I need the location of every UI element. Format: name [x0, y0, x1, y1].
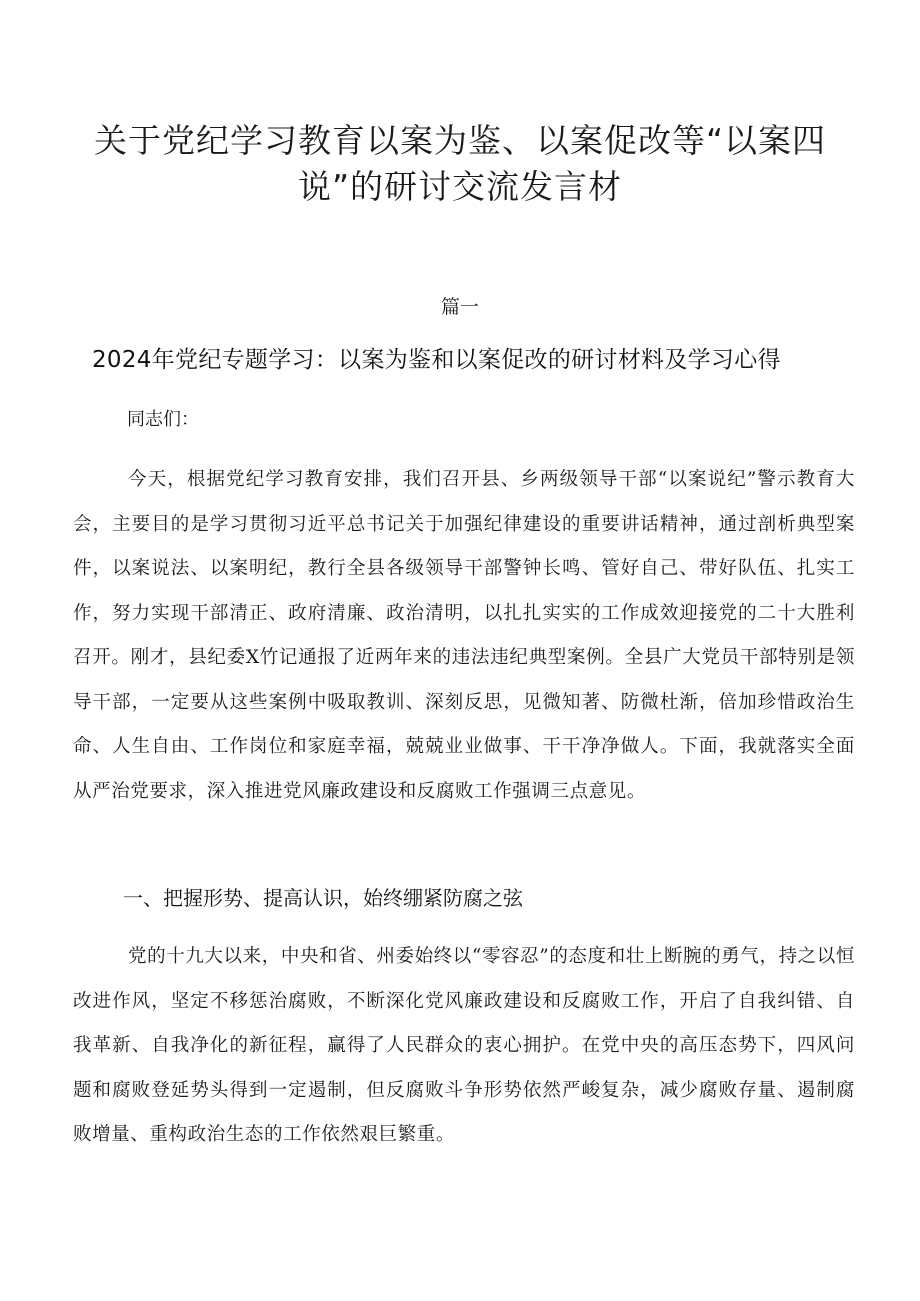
section-heading-1: 一、把握形势、提高认识，始终绷紧防腐之弦	[123, 886, 523, 910]
section-subtitle: 2024年党纪专题学习：以案为鉴和以案促改的研讨材料及学习心得	[92, 347, 781, 373]
document-title-line-1: 关于党纪学习教育以案为鉴、以案促改等“以案四	[93, 121, 827, 160]
body-paragraph-1: 今天，根据党纪学习教育安排，我们召开县、乡两级领导干部“以案说纪”警示教育大会，主要目的是学习贯彻习近平总书记关于加强纪律建设的重要讲话精神，通过剖析典型案件，以案说法、以案明纪，教行全县各级领导干部警钟长鸣、管好自己、带好队伍、扎实工作，努力实现干部清正、政府清廉、政治清明，以扎扎实实的工作成效迎接党的二十大胜利召开。刚才，县纪委X竹记通报了近两年来的违法违纪典型案例。全县广大党员干部特别是领导干部，一定要从这些案例中吸取教训、深刻反思，见微知著、防微杜渐，倍加珍惜政治生命、人生自由、工作岗位和家庭幸福，兢兢业业做事、干干净净做人。下面，我就落实全面从严治党要求，深入推进党风廉政建设和反腐败工作强调三点意见。	[73, 469, 855, 802]
body-paragraph-2: 党的十九大以来，中央和省、州委始终以“零容忍”的态度和壮上断腕的勇气，持之以恒改进作风，坚定不移惩治腐败，不断深化党风廉政建设和反腐败工作，开启了自我纠错、自我革新、自我净化的新征程，赢得了人民群众的衷心拥护。在党中央的高压态势下，四风问题和腐败登延势头得到一定遏制，但反腐败斗争形势依然严峻复杂，减少腐败存量、遏制腐败增量、重构政治生态的工作依然艰巨繁重。	[73, 946, 855, 1145]
salutation: 同志们：	[127, 409, 199, 430]
part-label: 篇一	[440, 296, 479, 318]
document-title-line-2: 说”的研讨交流发言材	[297, 167, 623, 206]
